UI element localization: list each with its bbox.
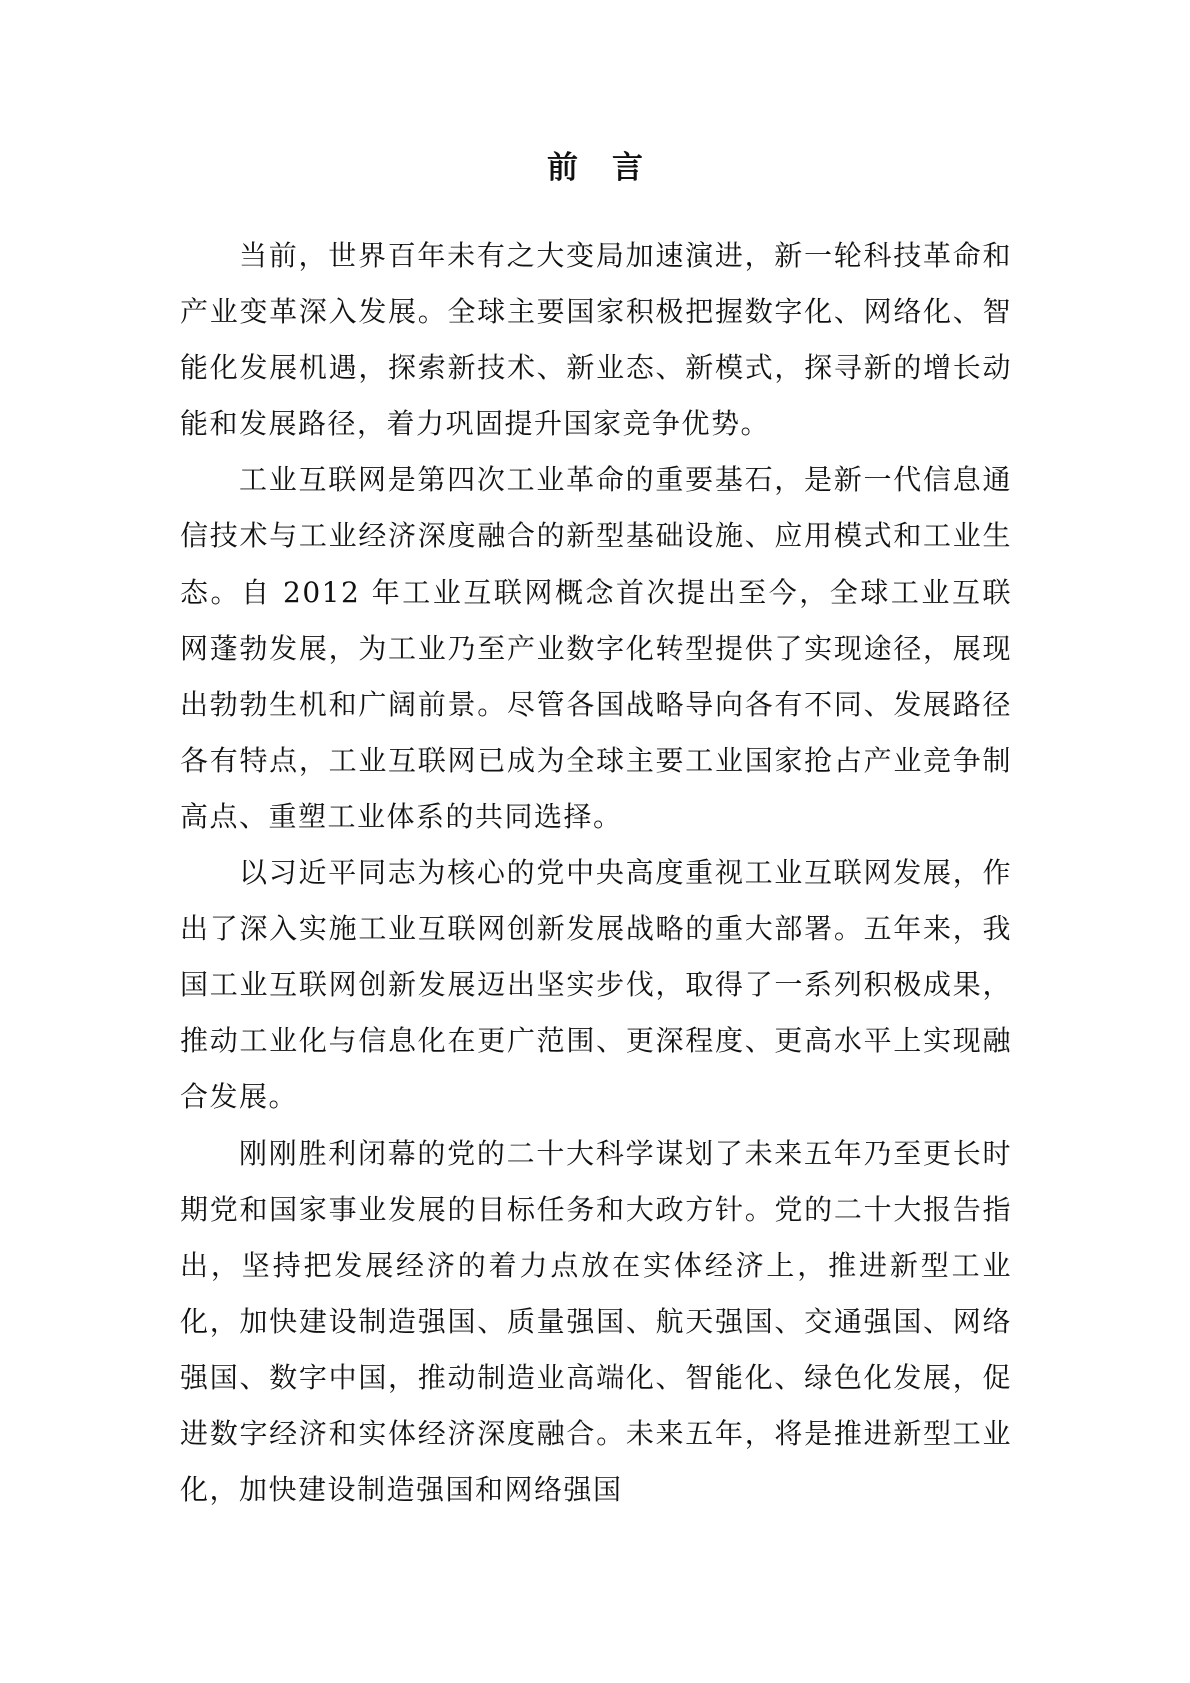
page-title: 前言 [547,150,677,186]
paragraph-2: 工业互联网是第四次工业革命的重要基石，是新一代信息通信技术与工业经济深度融合的新型基础设施、应用模式和工业生态。自 2012 年工业互联网概念首次提出至今，全球工业互联网蓬勃发展，为工业乃至产业数字化转型提供了实现途径，展现出勃勃生机和广阔前景。尽管各国战略导向各有不同、发展路径各有特点，工业互联网已成为全球主要工业国家抢占产业竞争制高点、重塑工业体系的共同选择。 [180,463,1012,833]
paragraph-1: 当前，世界百年未有之大变局加速演进，新一轮科技革命和产业变革深入发展。全球主要国家积极把握数字化、网络化、智能化发展机遇，探索新技术、新业态、新模式，探寻新的增长动能和发展路径，着力巩固提升国家竞争优势。 [180,239,1012,441]
paragraph-3: 以习近平同志为核心的党中央高度重视工业互联网发展，作出了深入实施工业互联网创新发展战略的重大部署。五年来，我国工业互联网创新发展迈出坚实步伐，取得了一系列积极成果，推动工业化与信息化在更广范围、更深程度、更高水平上实现融合发展。 [180,856,1012,1114]
body-text [180,228,1012,1518]
paragraph-4: 刚刚胜利闭幕的党的二十大科学谋划了未来五年乃至更长时期党和国家事业发展的目标任务和大政方针。党的二十大报告指出，坚持把发展经济的着力点放在实体经济上，推进新型工业化，加快建设制造强国、质量强国、航天强国、交通强国、网络强国、数字中国，推动制造业高端化、智能化、绿色化发展，促进数字经济和实体经济深度融合。未来五年，将是推进新型工业化，加快建设制造强国和网络强国 [180,1136,1012,1507]
